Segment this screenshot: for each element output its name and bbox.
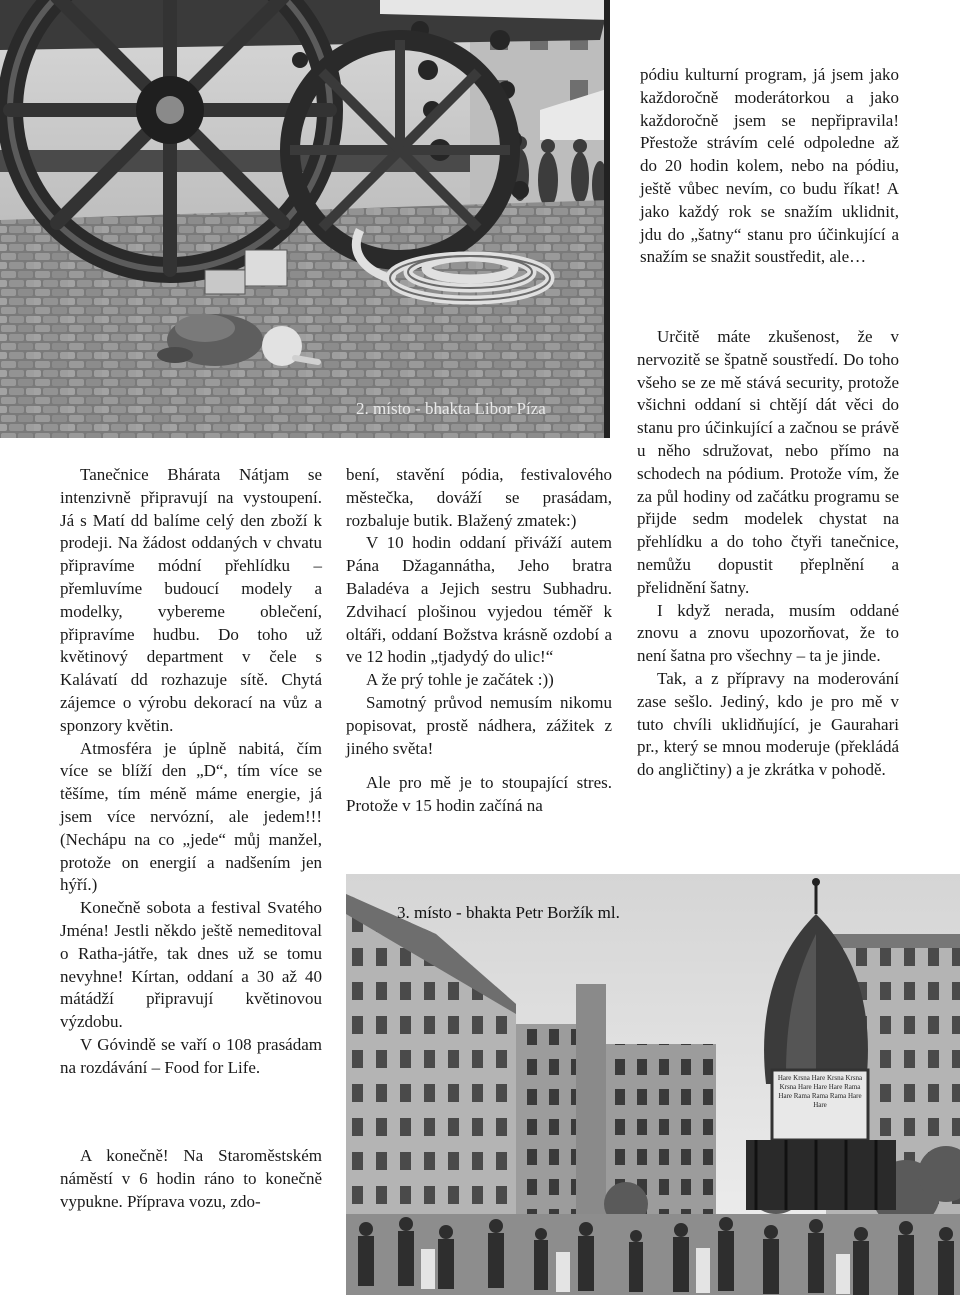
paragraph: A že prý tohle je začátek :)) xyxy=(366,670,554,690)
paragraph: Určitě máte zkušenost, že v nervozitě se špatně soustředí. Do toho všeho se ze mě stává security, protože všichni oddaní si chtějí dát věci do stanu pro účinkující a začnou se právě u něho sdružovat, nebo přímo na schodech na pódium. Protože vím, že za půl hodiny od začátku programu se přijde sedm modelek chystat na přehlídku a do toho čtyři tanečnice, nemůžu dopustit přeplnění a přelidnění šatny. xyxy=(637,327,899,597)
paragraph: V Góvindě se vaří o 108 prasádam na rozdávání – Food for Life. xyxy=(60,1034,322,1077)
photo-chariot xyxy=(346,874,960,1295)
cart-wheel-image xyxy=(0,0,610,438)
photo-cart-wheel xyxy=(0,0,610,438)
chariot-banner-text: Hare Krsna Hare Krsna Krsna Krsna Hare Hare Hare Rama Hare Rama Rama Rama Hare Hare xyxy=(777,1074,863,1109)
paragraph: Tanečnice Bhárata Nátjam se intenzivně připravují na vystoupení. Já s Matí dd balíme celý den zboží k prodeji. Na žádost oddaných v chvatu připravíme módní přehlídku – přemluvíme budoucí modely a modelky, vybereme oblečení, připravíme hudbu. Do toho už květinový department v čele s Kalávatí dd rozhazuje sítě. Chytá zájemce o výrobu dekorací na vůz a sponzory květin. xyxy=(60,465,322,735)
text-column-left xyxy=(60,464,322,1080)
paragraph: Konečně sobota a festival Svatého Jména! Jestli někdo ještě nemeditoval o Ratha-játře, tak dnes už se tomu nevyhne! Kírtan, oddaní a 30 až 40 mátádží připravují květinovou výzdobu. xyxy=(60,898,322,1032)
text-column-right xyxy=(637,326,899,782)
paragraph: bení, stavění pódia, festivalového městečka, dováží se prasádam, rozbaluje butik. Blažený zmatek:) xyxy=(346,465,612,530)
photo-caption-3rd-place: 3. místo - bhakta Petr Boržík ml. xyxy=(397,903,620,922)
chariot-image xyxy=(346,874,960,1295)
paragraph: Tak, a z přípravy na moderování zase sešlo. Jediný, kdo je pro mě v tuto chvíli uklidňující, je Gaurahari pr., který se mnou moderuje (překládá do angličtiny) a je zkrátka v pohodě. xyxy=(637,668,899,780)
photo-caption-2nd-place: 2. místo - bhakta Libor Píza xyxy=(356,399,546,418)
text-column-middle xyxy=(346,464,612,818)
paragraph: Atmosféra je úplně nabitá, čím více se blíží den „D“, tím více se těšíme, tím méně máme energie, já jsem více nervózní, ale jedem!!! (Nechápu na co „jede“ můj manžel, protože on energií a nadšením jen hýří.) xyxy=(60,738,322,895)
paragraph: I když nerada, musím oddané znovu a znovu upozorňovat, že to není šatna pro všechny – ta je jinde. xyxy=(637,600,899,666)
paragraph: A konečně! Na Staroměstském náměstí v 6 hodin ráno to konečně vypukne. Příprava vozu, zdo- xyxy=(60,1146,322,1211)
paragraph: Samotný průvod nemusím nikomu popisovat, prostě nádhera, zážitek z jiného světa! xyxy=(346,692,612,758)
paragraph: V 10 hodin oddaní přiváží autem Pána Džagannátha, Jeho bratra Baladéva a Jejich sestru Subhadru. Zdvihací plošinou vyjedou téměř k oltáři, oddaní Božstva krásně ozdobí a ve 12 hodin „tjadydý do ulic!“ xyxy=(346,533,612,667)
text-column-left-bottom xyxy=(60,1145,322,1213)
paragraph: Ale pro mě je to stoupající stres. Protože v 15 hodin začíná na xyxy=(346,773,612,816)
paragraph: pódiu kulturní program, já jsem jako každoročně moderátorkou a jako každoročně jsem se nepřipravila! Přestože strávím celé odpoledne až do 20 hodin kolem, nebo na pódiu, ještě vůbec nevím, co budu říkat! A jako každý rok se snažím uklidnit, jdu do „šatny“ stanu pro účinkující a snažím se snažit soustředit, ale… xyxy=(640,65,899,267)
text-column-right-top xyxy=(640,64,899,269)
